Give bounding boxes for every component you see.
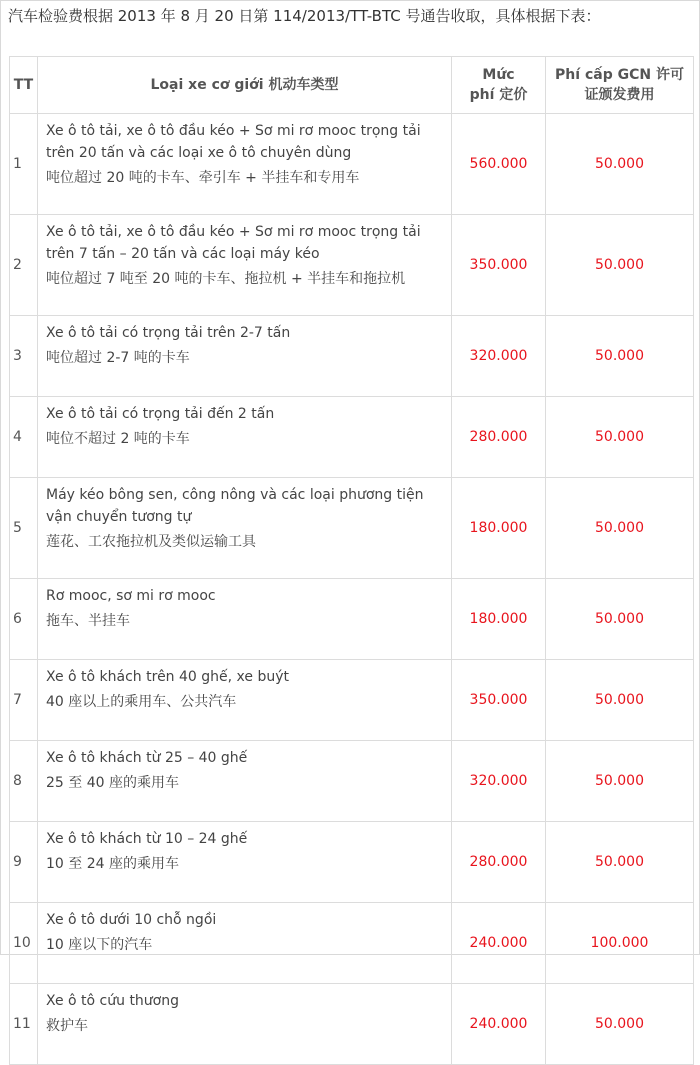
vehicle-type-cell xyxy=(38,316,452,397)
vehicle-type-vietnamese: Xe ô tô tải, xe ô tô đầu kéo + Sơ mi rơ mooc trọng tải trên 7 tấn – 20 tấn và các loại máy kéo xyxy=(46,224,421,262)
table-row xyxy=(10,215,694,316)
table-row xyxy=(10,822,694,903)
row-number: 3 xyxy=(10,316,38,397)
table-row xyxy=(10,984,694,1065)
table-row xyxy=(10,741,694,822)
certificate-fee: 50.000 xyxy=(546,822,694,903)
vehicle-type-chinese: 吨位不超过 2 吨的卡车 xyxy=(46,431,190,447)
vehicle-type-vietnamese: Rơ mooc, sơ mi rơ mooc xyxy=(46,588,216,604)
inspection-fee: 280.000 xyxy=(452,822,546,903)
inspection-fee: 350.000 xyxy=(452,215,546,316)
inspection-fee: 180.000 xyxy=(452,579,546,660)
vehicle-type-cell xyxy=(38,903,452,984)
row-number: 9 xyxy=(10,822,38,903)
table-header-row xyxy=(10,57,694,114)
row-number: 10 xyxy=(10,903,38,984)
header-tt: TT xyxy=(10,57,38,114)
row-number: 7 xyxy=(10,660,38,741)
row-number: 11 xyxy=(10,984,38,1065)
certificate-fee: 50.000 xyxy=(546,215,694,316)
vehicle-type-cell xyxy=(38,741,452,822)
inspection-fee: 320.000 xyxy=(452,316,546,397)
certificate-fee: 50.000 xyxy=(546,316,694,397)
header-vehicle-type: Loại xe cơ giới 机动车类型 xyxy=(38,57,452,114)
vehicle-type-chinese: 吨位超过 7 吨至 20 吨的卡车、拖拉机 + 半挂车和拖拉机 xyxy=(46,271,406,287)
vehicle-type-cell xyxy=(38,822,452,903)
vehicle-type-vietnamese: Xe ô tô khách trên 40 ghế, xe buýt xyxy=(46,669,289,685)
vehicle-type-chinese: 10 至 24 座的乘用车 xyxy=(46,856,179,872)
vehicle-type-chinese: 25 至 40 座的乘用车 xyxy=(46,775,179,791)
vehicle-type-chinese: 10 座以下的汽车 xyxy=(46,937,153,953)
vehicle-type-cell xyxy=(38,984,452,1065)
vehicle-type-vietnamese: Xe ô tô cứu thương xyxy=(46,993,179,1009)
vehicle-type-vietnamese: Máy kéo bông sen, công nông và các loại phương tiện vận chuyển tương tự xyxy=(46,487,424,525)
vehicle-type-chinese: 吨位超过 2-7 吨的卡车 xyxy=(46,350,190,366)
row-number: 2 xyxy=(10,215,38,316)
vehicle-type-vietnamese: Xe ô tô dưới 10 chỗ ngồi xyxy=(46,912,217,928)
vehicle-type-vietnamese: Xe ô tô khách từ 10 – 24 ghế xyxy=(46,831,248,847)
vehicle-type-vietnamese: Xe ô tô tải, xe ô tô đầu kéo + Sơ mi rơ mooc trọng tải trên 20 tấn và các loại xe ô tô chuyên dùng xyxy=(46,123,421,161)
header-gcn-fee xyxy=(546,57,694,114)
inspection-fee: 240.000 xyxy=(452,903,546,984)
inspection-fee: 350.000 xyxy=(452,660,546,741)
table-row xyxy=(10,316,694,397)
certificate-fee: 50.000 xyxy=(546,478,694,579)
table-row xyxy=(10,660,694,741)
vehicle-type-vietnamese: Xe ô tô khách từ 25 – 40 ghế xyxy=(46,750,248,766)
inspection-fee: 240.000 xyxy=(452,984,546,1065)
vehicle-type-cell xyxy=(38,397,452,478)
inspection-fee: 180.000 xyxy=(452,478,546,579)
table-row xyxy=(10,903,694,984)
inspection-fee: 560.000 xyxy=(452,114,546,215)
vehicle-type-chinese: 40 座以上的乘用车、公共汽车 xyxy=(46,694,237,710)
table-row xyxy=(10,579,694,660)
row-number: 6 xyxy=(10,579,38,660)
certificate-fee: 50.000 xyxy=(546,579,694,660)
header-fee-line1: Mức xyxy=(482,67,515,83)
certificate-fee: 50.000 xyxy=(546,741,694,822)
certificate-fee: 100.000 xyxy=(546,903,694,984)
header-gcn-line1: Phí cấp GCN 许可 xyxy=(555,67,684,83)
fee-table xyxy=(9,56,694,1065)
vehicle-type-vietnamese: Xe ô tô tải có trọng tải đến 2 tấn xyxy=(46,406,275,422)
table-row xyxy=(10,397,694,478)
header-fee xyxy=(452,57,546,114)
certificate-fee: 50.000 xyxy=(546,660,694,741)
header-gcn-line2: 证颁发费用 xyxy=(584,87,655,103)
inspection-fee: 320.000 xyxy=(452,741,546,822)
vehicle-type-cell xyxy=(38,579,452,660)
vehicle-type-cell xyxy=(38,660,452,741)
table-row xyxy=(10,478,694,579)
row-number: 5 xyxy=(10,478,38,579)
vehicle-type-vietnamese: Xe ô tô tải có trọng tải trên 2-7 tấn xyxy=(46,325,291,341)
vehicle-type-cell xyxy=(38,114,452,215)
intro-text: 汽车检验费根据 2013 年 8 月 20 日第 114/2013/TT-BTC 号通告收取，具体根据下表： xyxy=(8,7,601,25)
table-row xyxy=(10,114,694,215)
certificate-fee: 50.000 xyxy=(546,397,694,478)
row-number: 8 xyxy=(10,741,38,822)
vehicle-type-chinese: 拖车、半挂车 xyxy=(46,613,130,629)
vehicle-type-chinese: 救护车 xyxy=(46,1018,88,1034)
certificate-fee: 50.000 xyxy=(546,984,694,1065)
row-number: 4 xyxy=(10,397,38,478)
vehicle-type-cell xyxy=(38,215,452,316)
row-number: 1 xyxy=(10,114,38,215)
header-fee-line2: phí 定价 xyxy=(469,87,528,103)
certificate-fee: 50.000 xyxy=(546,114,694,215)
vehicle-type-cell xyxy=(38,478,452,579)
vehicle-type-chinese: 吨位超过 20 吨的卡车、牵引车 + 半挂车和专用车 xyxy=(46,170,360,186)
vehicle-type-chinese: 莲花、工农拖拉机及类似运输工具 xyxy=(46,534,256,550)
inspection-fee: 280.000 xyxy=(452,397,546,478)
